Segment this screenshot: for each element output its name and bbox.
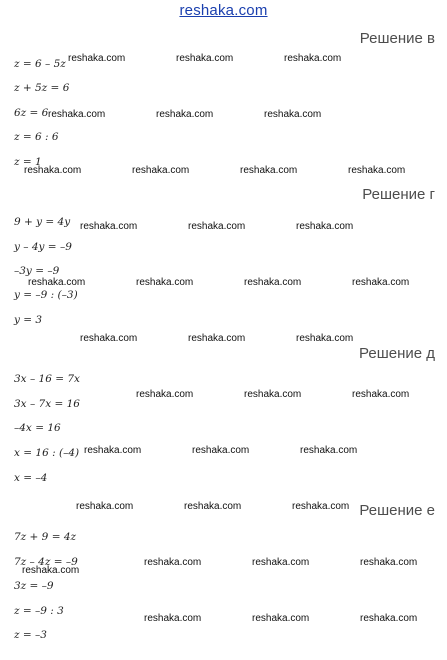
equation-line: –3y = –9: [14, 265, 60, 277]
watermark: reshaka.com: [132, 165, 190, 176]
watermark: reshaka.com: [176, 53, 234, 64]
equation-line: 3x – 7x = 16: [14, 398, 80, 410]
equation-line: z + 5z = 6: [14, 82, 70, 94]
watermark: reshaka.com: [240, 165, 298, 176]
watermark: reshaka.com: [244, 277, 302, 288]
watermark: reshaka.com: [352, 277, 410, 288]
watermark: reshaka.com: [252, 557, 310, 568]
equation-line: 6z = 6: [14, 107, 49, 119]
equation-line: y = 3: [14, 314, 43, 326]
equation-line: x = 16 : (–4): [14, 447, 80, 459]
watermark: reshaka.com: [292, 501, 350, 512]
watermark: reshaka.com: [348, 165, 406, 176]
section-heading-d: Решение д: [359, 345, 435, 362]
watermark: reshaka.com: [184, 501, 242, 512]
watermark: reshaka.com: [144, 557, 202, 568]
watermark: reshaka.com: [188, 221, 246, 232]
watermark: reshaka.com: [84, 445, 142, 456]
equation-line: 7z + 9 = 4z: [14, 531, 77, 543]
equation-line: 3z = –9: [14, 580, 54, 592]
equation-line: 3x – 16 = 7x: [14, 373, 80, 385]
watermark: reshaka.com: [24, 165, 82, 176]
watermark: reshaka.com: [244, 389, 302, 400]
section-heading-v: Решение в: [359, 30, 435, 47]
watermark: reshaka.com: [68, 53, 126, 64]
watermark: reshaka.com: [76, 501, 134, 512]
equation-line: z = 1: [14, 156, 42, 168]
watermark: reshaka.com: [192, 445, 250, 456]
watermark: reshaka.com: [28, 277, 86, 288]
watermark: reshaka.com: [22, 565, 80, 576]
equation-line: z = –9 : 3: [14, 605, 64, 617]
section-heading-g: Решение г: [362, 186, 435, 203]
watermark: reshaka.com: [352, 389, 410, 400]
site-link[interactable]: reshaka.com: [179, 2, 268, 19]
watermark: reshaka.com: [296, 333, 354, 344]
watermark: reshaka.com: [156, 109, 214, 120]
watermark: reshaka.com: [136, 277, 194, 288]
equation-line: z = 6 : 6: [14, 131, 59, 143]
equation-line: –4x = 16: [14, 422, 61, 434]
watermark: reshaka.com: [136, 389, 194, 400]
watermark: reshaka.com: [80, 221, 138, 232]
equation-line: z = 6 – 5z: [14, 58, 66, 70]
watermark: reshaka.com: [264, 109, 322, 120]
watermark: reshaka.com: [144, 613, 202, 624]
watermark: reshaka.com: [48, 109, 106, 120]
watermark: reshaka.com: [296, 221, 354, 232]
section-heading-e: Решение е: [359, 502, 435, 519]
watermark: reshaka.com: [284, 53, 342, 64]
watermark: reshaka.com: [252, 613, 310, 624]
watermark: reshaka.com: [188, 333, 246, 344]
equation-line: y – 4y = –9: [14, 241, 72, 253]
watermark: reshaka.com: [360, 613, 418, 624]
equation-line: y = –9 : (–3): [14, 289, 78, 301]
equation-line: z = –3: [14, 629, 47, 641]
equation-line: 7z – 4z = –9: [14, 556, 78, 568]
equation-line: 9 + y = 4y: [14, 216, 71, 228]
equation-line: x = –4: [14, 472, 48, 484]
watermark: reshaka.com: [300, 445, 358, 456]
watermark: reshaka.com: [80, 333, 138, 344]
watermark: reshaka.com: [360, 557, 418, 568]
